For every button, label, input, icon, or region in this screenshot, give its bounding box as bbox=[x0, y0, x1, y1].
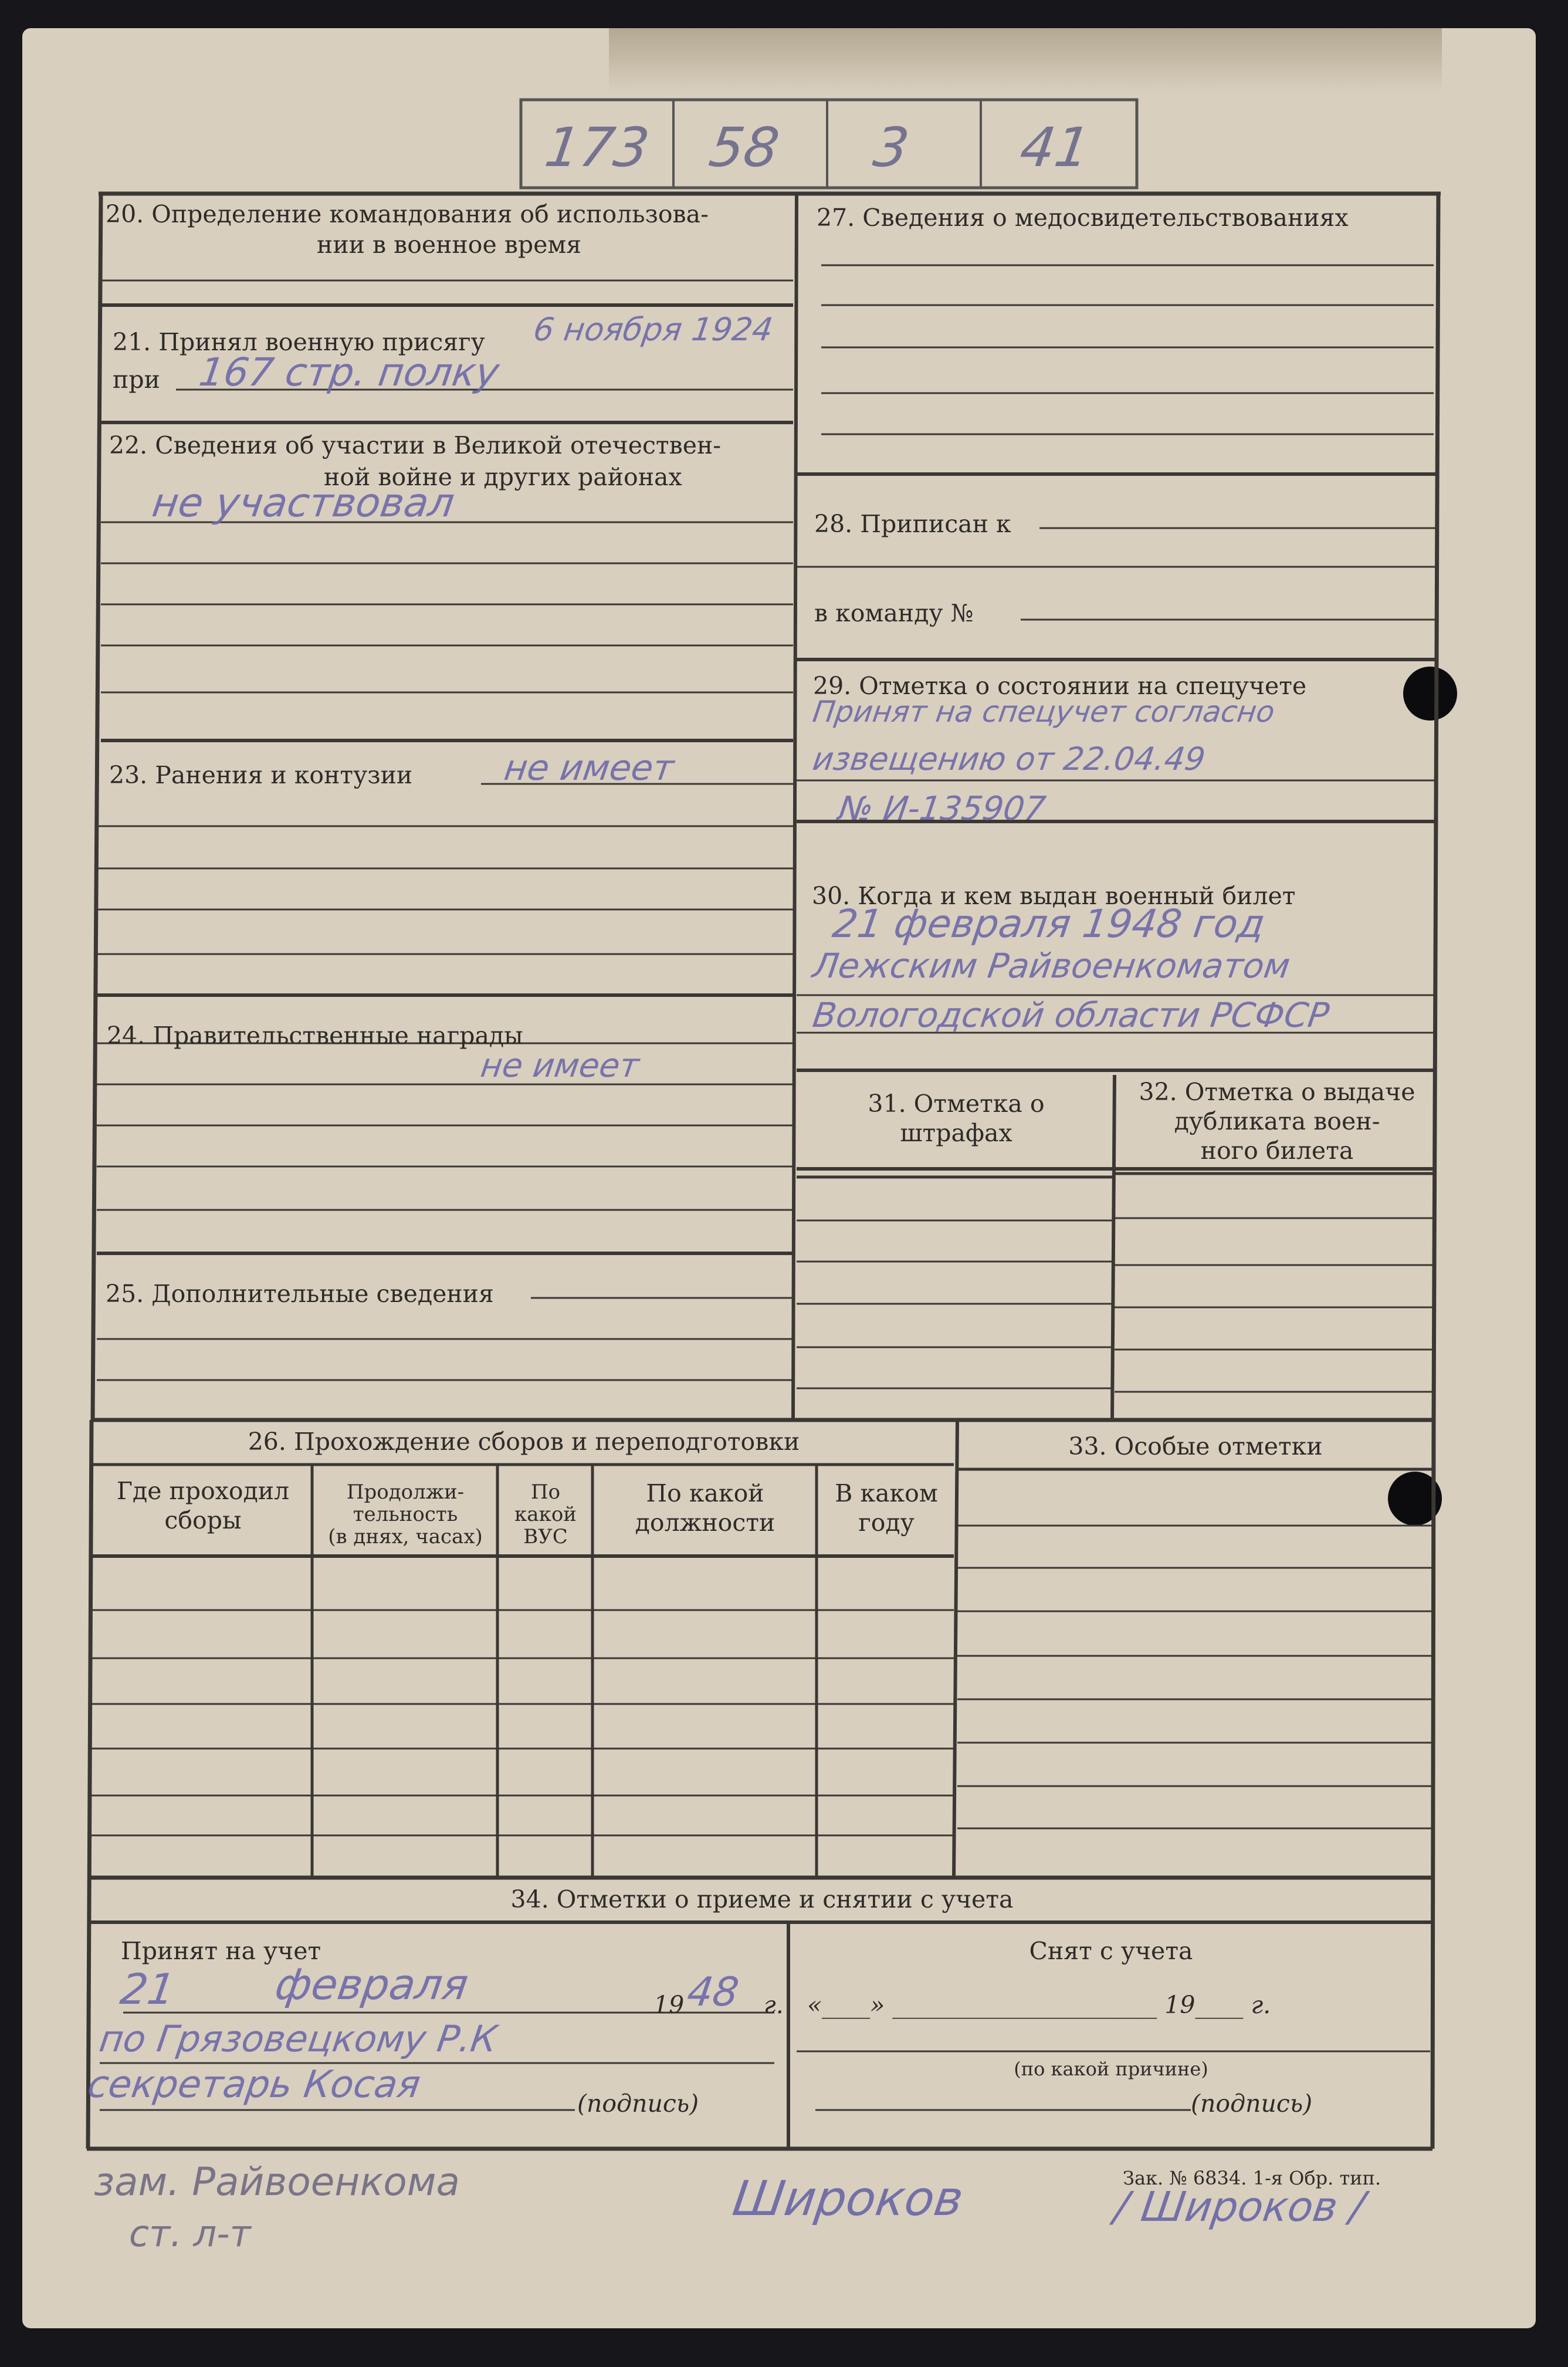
archive-number-case: 3 bbox=[869, 116, 913, 179]
label-22: 22. Сведения об участии в Великой отечествен- bbox=[109, 431, 722, 459]
label-22-line2: ной войне и других районах bbox=[324, 463, 682, 491]
accepted-year-prefix: 19 bbox=[653, 1991, 685, 2019]
col-duration bbox=[313, 1481, 497, 1548]
special-registry-line1: Принят на спецучет согласно bbox=[810, 695, 1277, 729]
archive-number-fund: 173 bbox=[541, 116, 653, 179]
label-31 bbox=[798, 1089, 1115, 1148]
col-duration-line2: тельность bbox=[353, 1503, 458, 1526]
label-28-team: в команду № bbox=[814, 599, 974, 627]
accepted-year: 48 bbox=[684, 1969, 742, 2016]
label-21: 21. Принял военную присягу bbox=[113, 328, 485, 356]
label-32-line2: дубликата воен- bbox=[1174, 1107, 1380, 1135]
military-id-date: 21 февраля 1948 год bbox=[829, 901, 1268, 946]
label-24: 24. Правительственные награды bbox=[107, 1022, 523, 1050]
removed-label: Снят с учета bbox=[1029, 1937, 1193, 1965]
accepted-day: 21 bbox=[117, 1964, 178, 2014]
removed-reason-label: (по какой причине) bbox=[1014, 2058, 1208, 2080]
col-vus-line1: По bbox=[530, 1480, 561, 1504]
archive-number-list: 58 bbox=[705, 116, 783, 179]
label-34: 34. Отметки о приеме и снятии с учета bbox=[510, 1885, 1014, 1913]
label-29: 29. Отметка о состоянии на спецучете bbox=[813, 672, 1307, 700]
col-position bbox=[594, 1479, 817, 1537]
label-20-line2: нии в военное время bbox=[317, 231, 582, 259]
printer-imprint: Зак. № 6834. 1-я Обр. тип. bbox=[1123, 2167, 1381, 2189]
col-where-line2: сборы bbox=[164, 1506, 242, 1534]
col-duration-line1: Продолжи- bbox=[346, 1480, 465, 1504]
deputy-commissar-title: зам. Райвоенкома bbox=[94, 2159, 460, 2204]
label-30: 30. Когда и кем выдан военный билет bbox=[812, 882, 1296, 910]
accepted-year-suffix: г. bbox=[764, 1991, 784, 2019]
col-position-line1: По какой bbox=[646, 1479, 764, 1507]
col-where-line1: Где проходил bbox=[116, 1477, 290, 1505]
senior-lieutenant-rank: ст. л-т bbox=[129, 2212, 251, 2255]
wounds-value: не имеет bbox=[502, 748, 677, 789]
military-id-issuer: Лежским Райвоенкоматом bbox=[810, 946, 1293, 986]
oath-date-value: 6 ноября 1924 bbox=[531, 311, 775, 348]
removed-signature-label: (подпись) bbox=[1191, 2089, 1313, 2118]
accepted-label: Принят на учет bbox=[121, 1937, 321, 1965]
label-32-line3: ного билета bbox=[1200, 1137, 1354, 1165]
label-32 bbox=[1116, 1077, 1438, 1165]
removed-date: «____» ______________________ 19____ г. bbox=[807, 1991, 1271, 2019]
col-where-held bbox=[94, 1476, 312, 1535]
label-26: 26. Прохождение сборов и переподготовки bbox=[248, 1428, 800, 1456]
commissar-name: / Широков / bbox=[1111, 2183, 1368, 2231]
commissar-signature: Широков bbox=[729, 2171, 967, 2227]
col-vus-line3: ВУС bbox=[523, 1525, 568, 1548]
accepted-signature: секретарь Косая bbox=[84, 2063, 424, 2106]
accepted-by: по Грязовецкому Р.К bbox=[96, 2017, 500, 2060]
label-21-pri: при bbox=[113, 366, 160, 394]
col-year bbox=[818, 1479, 955, 1537]
col-year-line2: году bbox=[858, 1509, 915, 1537]
label-20: 20. Определение командования об использова- bbox=[106, 200, 709, 228]
label-33: 33. Особые отметки bbox=[1068, 1432, 1323, 1460]
label-32-line1: 32. Отметка о выдаче bbox=[1139, 1078, 1415, 1106]
label-31-line2: штрафах bbox=[900, 1119, 1012, 1147]
col-year-line1: В каком bbox=[835, 1479, 938, 1507]
archive-number-sheet: 41 bbox=[1016, 116, 1094, 179]
col-position-line2: должности bbox=[635, 1509, 775, 1537]
oath-regiment-value: 167 стр. полку bbox=[196, 350, 502, 395]
label-28: 28. Приписан к bbox=[814, 510, 1011, 538]
special-registry-line3: № И-135907 bbox=[836, 790, 1048, 828]
label-31-line1: 31. Отметка о bbox=[868, 1090, 1045, 1118]
accepted-month: февраля bbox=[272, 1960, 472, 2009]
label-23: 23. Ранения и контузии bbox=[109, 761, 413, 789]
col-vus-line2: какой bbox=[514, 1503, 577, 1526]
col-vus bbox=[499, 1481, 592, 1548]
special-registry-line2: извещению от 22.04.49 bbox=[810, 740, 1208, 777]
label-25: 25. Дополнительные сведения bbox=[106, 1280, 494, 1308]
label-27: 27. Сведения о медосвидетельствованиях bbox=[817, 204, 1349, 232]
accepted-signature-label: (подпись) bbox=[577, 2089, 699, 2118]
col-duration-line3: (в днях, часах) bbox=[328, 1525, 483, 1548]
military-id-region: Вологодской области РСФСР bbox=[810, 995, 1332, 1035]
ww2-participation-value: не участвовал bbox=[149, 480, 458, 526]
awards-value: не имеет bbox=[478, 1047, 642, 1085]
